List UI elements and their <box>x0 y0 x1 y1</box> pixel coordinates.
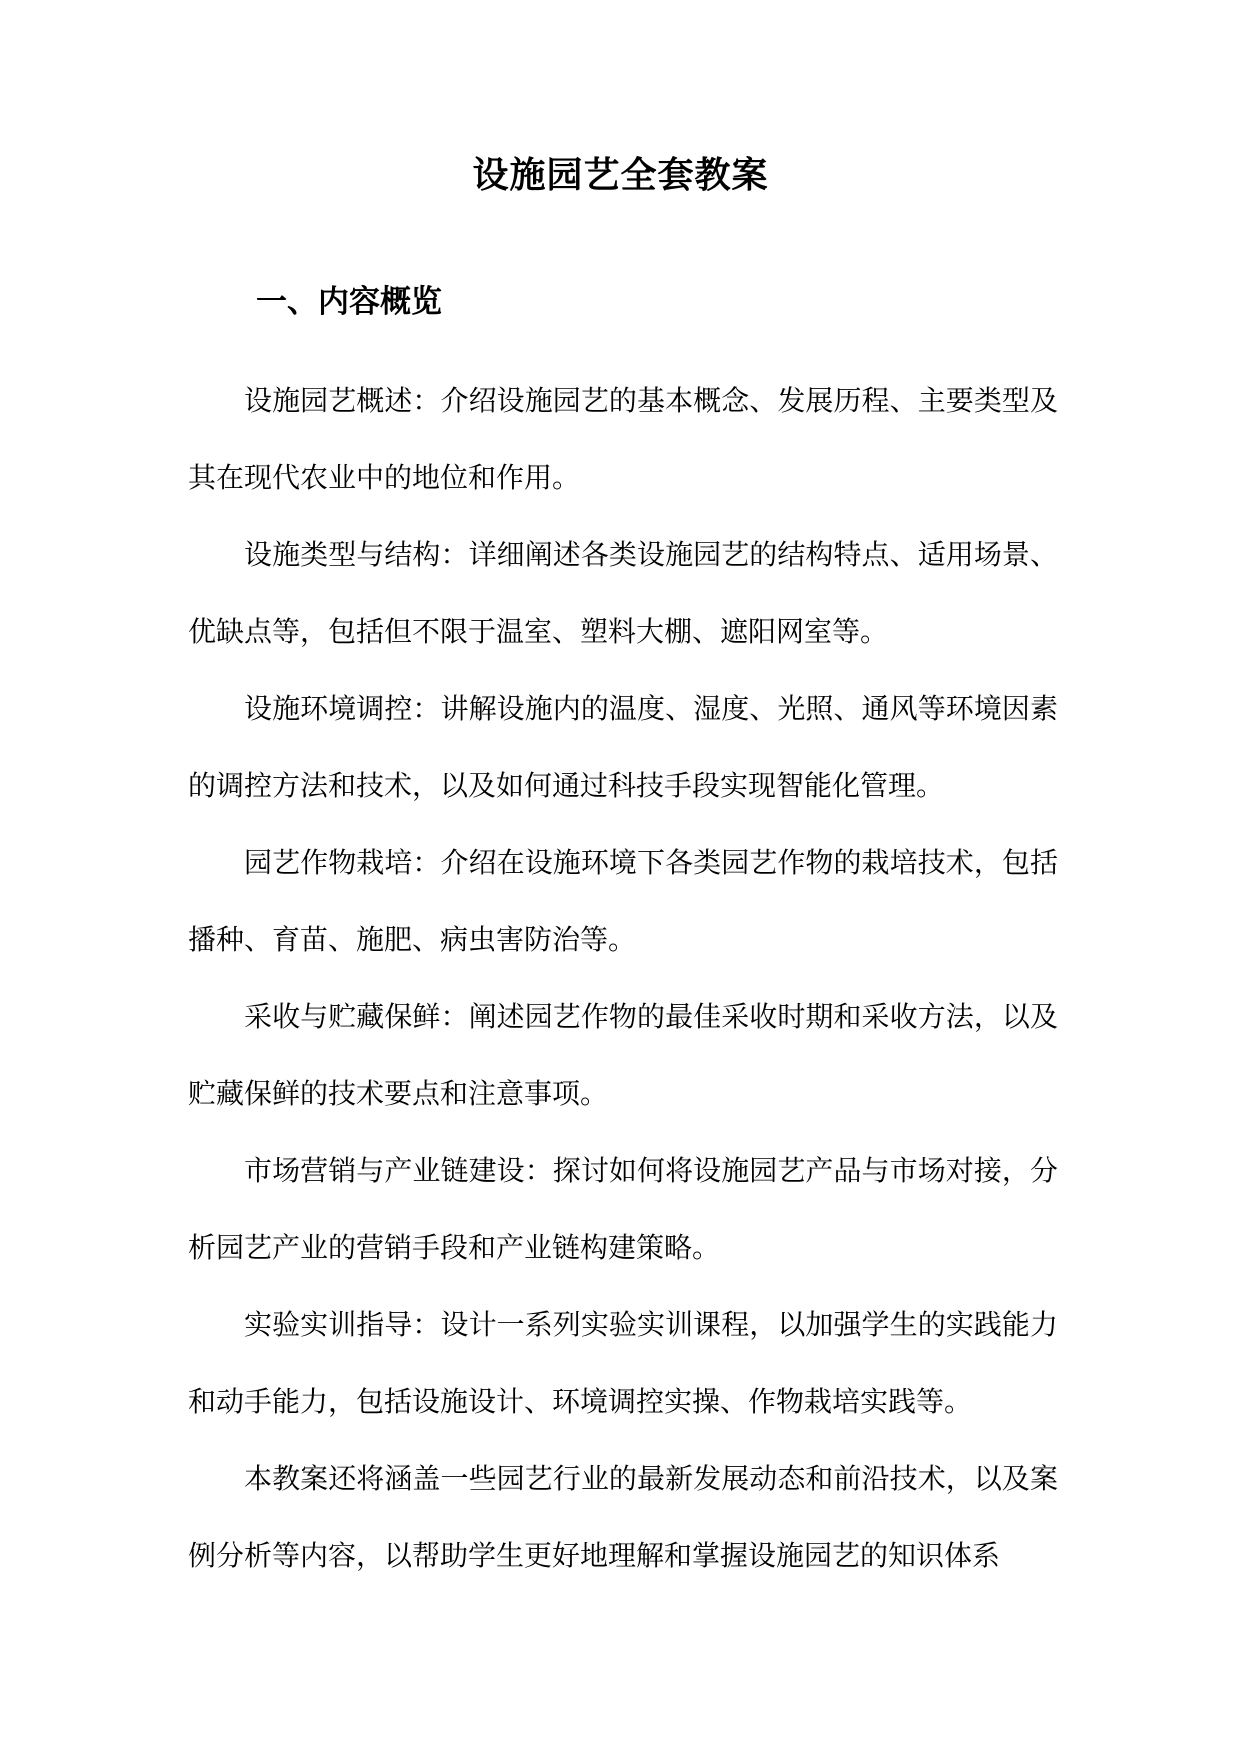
paragraph-overview: 设施园艺概述：介绍设施园艺的基本概念、发展历程、主要类型及其在现代农业中的地位和作用。 <box>188 384 1058 494</box>
paragraph-facility-types: 设施类型与结构：详细阐述各类设施园艺的结构特点、适用场景、优缺点等，包括但不限于温室、塑料大棚、遮阳网室等。 <box>188 538 1058 648</box>
paragraph-experiment-training: 实验实训指导：设计一系列实验实训课程，以加强学生的实践能力和动手能力，包括设施设计、环境调控实操、作物栽培实践等。 <box>188 1308 1058 1418</box>
body-text <box>188 362 1058 1594</box>
paragraph-marketing: 市场营销与产业链建设：探讨如何将设施园艺产品与市场对接，分析园艺产业的营销手段和产业链构建策略。 <box>188 1154 1058 1264</box>
paragraph-environment-control: 设施环境调控：讲解设施内的温度、湿度、光照、通风等环境因素的调控方法和技术，以及如何通过科技手段实现智能化管理。 <box>188 692 1058 802</box>
section-heading: 一、内容概览 <box>256 284 442 320</box>
paragraph-summary: 本教案还将涵盖一些园艺行业的最新发展动态和前沿技术，以及案例分析等内容，以帮助学生更好地理解和掌握设施园艺的知识体系 <box>188 1462 1058 1572</box>
paragraph-harvest-storage: 采收与贮藏保鲜：阐述园艺作物的最佳采收时期和采收方法，以及贮藏保鲜的技术要点和注意事项。 <box>188 1000 1058 1110</box>
paragraph-crop-cultivation: 园艺作物栽培：介绍在设施环境下各类园艺作物的栽培技术，包括播种、育苗、施肥、病虫害防治等。 <box>188 846 1058 956</box>
document-title: 设施园艺全套教案 <box>472 154 769 196</box>
